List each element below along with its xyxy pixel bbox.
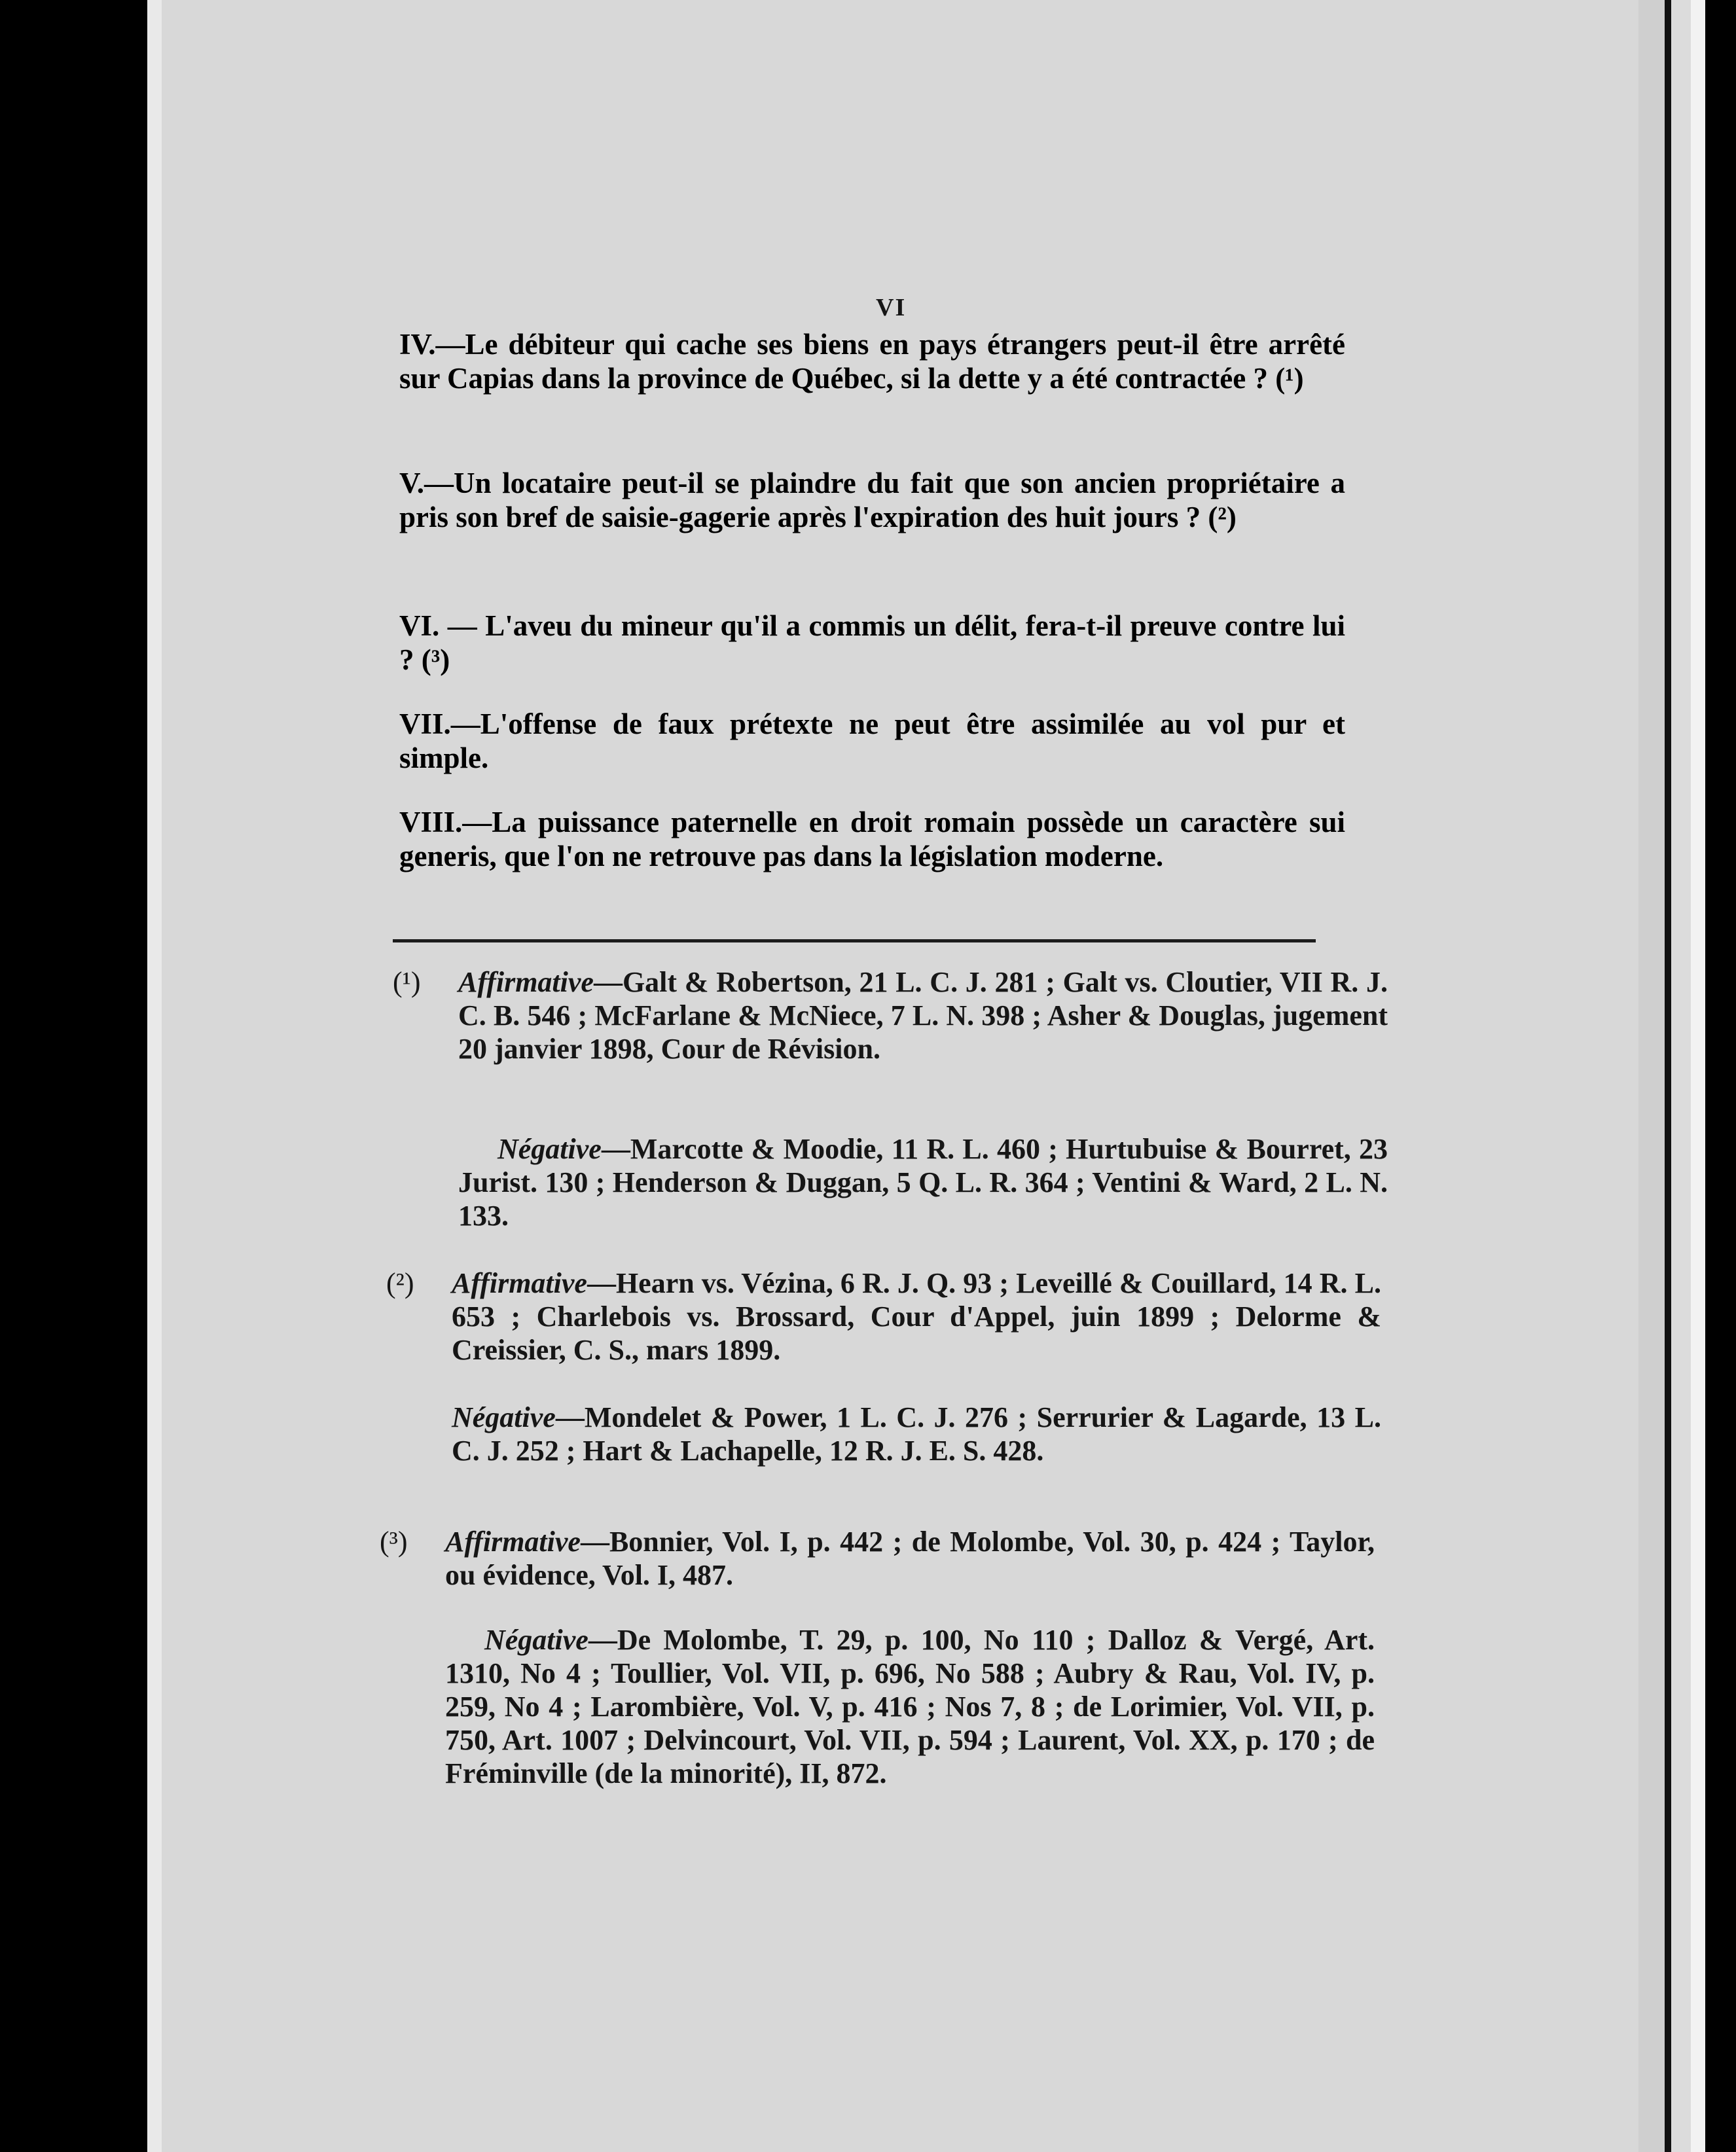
- binding-gutter: [1665, 0, 1671, 2152]
- question-v: V.—Un locataire peut-il se plaindre du fait que son ancien propriétaire a pris son bref de saisie-gagerie après l'expiration des huit jours ? (²): [399, 467, 1345, 533]
- negative-citations: —De Molombe, T. 29, p. 100, No 110 ; Dalloz & Vergé, Art. 1310, No 4 ; Toullier, Vol. VII, p. 696, No 588 ; Aubry & Rau, Vol. IV, p. 259, No 4 ; Larombière, Vol. V, p. 416 ; Nos 7, 8 ; de Lorimier, Vol. VII, p. 750, Art. 1007 ; Delvincourt, Vol. VII, p. 594 ; Laurent, Vol. XX, p. 170 ; de Fréminville (de la minorité), II, 872.: [445, 1624, 1375, 1789]
- footnote-2: [386, 1266, 1381, 1367]
- footnote-1: [393, 965, 1388, 1066]
- footnote-mark: (²): [386, 1267, 414, 1299]
- footnote-2-negative: [452, 1401, 1381, 1467]
- negative-label: Négative: [497, 1133, 602, 1165]
- negative-label: Négative: [484, 1624, 588, 1656]
- next-page-edge: [1691, 0, 1705, 2152]
- question-iv: IV.—Le débiteur qui cache ses biens en pays étrangers peut-il être arrêté sur Capias dans la province de Québec, si la dette y a été contractée ? (¹): [399, 328, 1345, 395]
- affirmative-label: Affirmative: [458, 966, 594, 998]
- page-number: VI: [876, 294, 907, 321]
- footnote-1-negative: [458, 1132, 1388, 1232]
- next-page-edge: [1638, 0, 1665, 2152]
- scanned-page: [162, 0, 1638, 2152]
- negative-citations: —Mondelet & Power, 1 L. C. J. 276 ; Serrurier & Lagarde, 13 L. C. J. 252 ; Hart & Lachapelle, 12 R. J. E. S. 428.: [452, 1401, 1381, 1467]
- negative-citations: —Marcotte & Moodie, 11 R. L. 460 ; Hurtubuise & Bourret, 23 Jurist. 130 ; Henderson & Duggan, 5 Q. L. R. 364 ; Ventini & Ward, 2 L. N. 133.: [458, 1133, 1388, 1232]
- footnote-mark: (¹): [393, 966, 421, 998]
- question-vi: VI. — L'aveu du mineur qu'il a commis un délit, fera-t-il preuve contre lui ? (³): [399, 609, 1345, 676]
- footnote-3-negative: [445, 1623, 1375, 1790]
- page-edge-left: [147, 0, 162, 2152]
- footnote-mark: (³): [380, 1526, 408, 1558]
- negative-label: Négative: [452, 1401, 556, 1433]
- affirmative-citations: —Bonnier, Vol. I, p. 442 ; de Molombe, Vol. 30, p. 424 ; Taylor, ou évidence, Vol. I, 487.: [445, 1526, 1375, 1591]
- affirmative-citations: —Hearn vs. Vézina, 6 R. J. Q. 93 ; Leveillé & Couillard, 14 R. L. 653 ; Charlebois vs. Brossard, Cour d'Appel, juin 1899 ; Delorme & Creissier, C. S., mars 1899.: [452, 1267, 1381, 1366]
- affirmative-label: Affirmative: [445, 1526, 581, 1558]
- footnote-separator: [393, 939, 1316, 942]
- scan-border: [1705, 0, 1736, 2152]
- affirmative-label: Affirmative: [452, 1267, 587, 1299]
- question-viii: VIII.—La puissance paternelle en droit romain possède un caractère sui generis, que l'on ne retrouve pas dans la législation moderne.: [399, 806, 1345, 872]
- next-page-edge: [1671, 0, 1691, 2152]
- footnote-3: [380, 1525, 1375, 1592]
- affirmative-citations: —Galt & Robertson, 21 L. C. J. 281 ; Galt vs. Cloutier, VII R. J. C. B. 546 ; McFarlane & McNiece, 7 L. N. 398 ; Asher & Douglas, jugement 20 janvier 1898, Cour de Révision.: [458, 966, 1388, 1065]
- question-vii: VII.—L'offense de faux prétexte ne peut être assimilée au vol pur et simple.: [399, 708, 1345, 774]
